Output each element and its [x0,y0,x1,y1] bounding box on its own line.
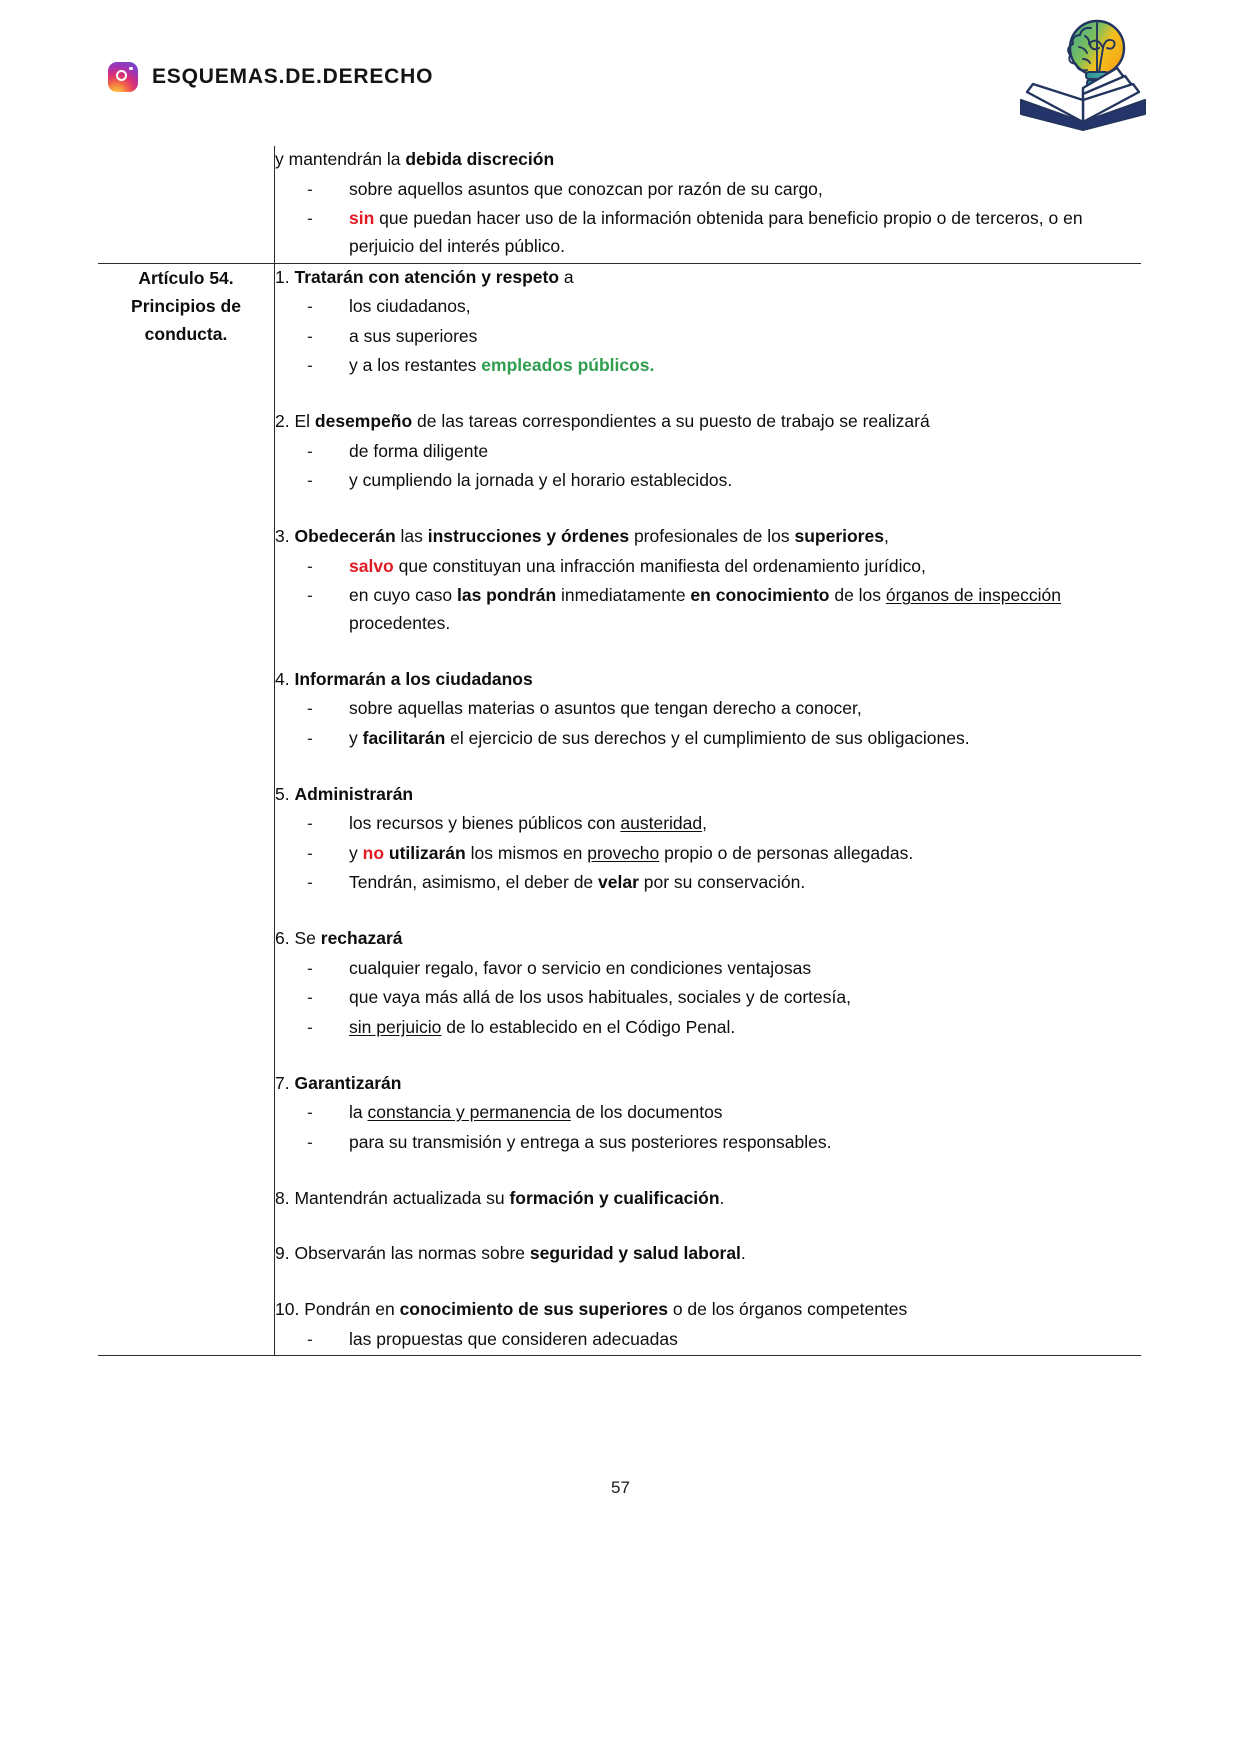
item-3-lead [275,523,1141,551]
list-item [307,1014,1141,1042]
articulo-54-label-line1: Artículo 54. [138,267,234,288]
bullet-pre: Tendrán, asimismo, el deber de [349,872,599,893]
bullet-post: procedentes. [349,612,451,633]
item-5-number: 5. [275,783,290,804]
list-item [307,869,1141,897]
spacer [275,1159,1141,1185]
item-1-bullets [275,293,1141,380]
item-6-pre: Se [294,928,321,949]
item-3-bold: Obedecerán [294,526,396,547]
spacer [275,899,1141,925]
item-1-bold: Tratarán con atención y respeto [294,266,560,287]
item-10-lead [275,1296,1141,1324]
bullet-pre: y [349,842,363,863]
bullet-mid-2: de los [829,585,886,606]
articulo-54-right-cell [275,263,1142,1356]
bullet-pre: en cuyo caso [349,585,457,606]
page-header [0,0,1241,140]
bullet-text: que constituyan una infracción manifiesta del ordenamiento jurídico, [393,555,926,576]
list-item [307,955,1141,983]
list-item [307,293,1141,321]
bullet-text: que puedan hacer uso de la información obtenida para beneficio propio o de terceros, o en perjuicio del interés público. [349,208,1083,256]
article-table [98,146,1141,1356]
bullet-bold-2: en conocimiento [690,585,830,606]
brand-name: ESQUEMAS.DE.DERECHO [152,65,434,88]
bullet-text: de forma diligente [349,440,489,461]
bullet-bold: utilizarán [388,842,466,863]
item-3-bold3: superiores [794,526,884,547]
bullet-mid-2: los mismos en [465,842,588,863]
bullet-pre: los recursos y bienes públicos con [349,813,621,834]
bullet-text: a sus superiores [349,325,478,346]
article-item-7 [275,1070,1141,1157]
bullet-pre: y a los restantes [349,355,482,376]
list-item [307,725,1141,753]
item-9-tail: . [740,1243,746,1264]
bullet-bold: las pondrán [456,585,557,606]
item-10-pre: Pondrán en [304,1298,400,1319]
bullet-mid: inmediatamente [556,585,691,606]
list-item [307,695,1141,723]
item-2-bullets [275,438,1141,495]
bullet-text: sobre aquellas materias o asuntos que tengan derecho a conocer, [349,698,862,719]
continuation-left-cell [98,146,275,263]
item-2-tail: de las tareas correspondientes a su puesto de trabajo se realizará [412,411,930,432]
bullet-bold: velar [598,872,639,893]
bullet-text: las propuestas que consideren adecuadas [349,1328,678,1349]
bullet-underlined: austeridad [620,813,703,834]
item-1-number: 1. [275,266,290,287]
spacer [275,640,1141,666]
bullet-post: de lo establecido en el Código Penal. [441,1017,736,1038]
article-item-2 [275,408,1141,495]
bullet-underlined: órganos de inspección [885,585,1062,606]
item-7-lead [275,1070,1141,1098]
item-9-lead [275,1240,1141,1268]
item-8-pre: Mantendrán actualizada su [294,1187,510,1208]
spacer [275,1214,1141,1240]
item-6-bold: rechazará [320,928,403,949]
list-item [307,840,1141,868]
table-row-continuation [98,146,1141,263]
item-2-pre: El [294,411,315,432]
article-item-6 [275,925,1141,1042]
bullet-post: por su conservación. [638,872,806,893]
articulo-54-left-cell [98,263,275,1356]
bullet-text: y cumpliendo la jornada y el horario establecidos. [349,470,733,491]
bullet-text: los ciudadanos, [349,296,471,317]
item-4-bold: Informarán a los ciudadanos [294,668,533,689]
list-item [307,467,1141,495]
continuation-right-cell [275,146,1142,263]
item-3-number: 3. [275,526,290,547]
list-item [307,1099,1141,1127]
item-6-number: 6. [275,928,290,949]
continuation-lead-text: y mantendrán la [275,149,406,169]
item-1-tail: a [559,266,574,287]
item-8-bold: formación y cualificación [509,1187,720,1208]
list-item [307,1129,1141,1157]
bullet-post: de los documentos [570,1102,723,1123]
list-item [307,582,1141,637]
table-row-articulo-54 [98,263,1141,1356]
item-10-tail: o de los órganos competentes [667,1298,908,1319]
spacer [275,755,1141,781]
item-5-bold: Administrarán [294,783,414,804]
item-4-number: 4. [275,668,290,689]
bullet-red-word: sin [349,208,375,229]
bullet-pre: la [349,1102,368,1123]
article-item-4 [275,666,1141,753]
bullet-red-word: no [362,842,385,863]
article-item-5 [275,781,1141,898]
item-3-mid1: las [395,526,428,547]
bullet-underlined: constancia y permanencia [367,1102,571,1123]
item-10-bold: conocimiento de sus superiores [399,1298,668,1319]
bullet-post: el ejercicio de sus derechos y el cumplimiento de sus obligaciones. [445,727,970,748]
articulo-54-label-line2: Principios de [131,295,241,316]
article-item-8 [275,1185,1141,1213]
article-item-3 [275,523,1141,638]
bullet-underlined-2: provecho [587,842,660,863]
list-item [307,176,1141,204]
item-2-bold: desempeño [314,411,413,432]
bullet-text: que vaya más allá de los usos habituales, sociales y de cortesía, [349,987,851,1008]
item-1-lead [275,264,1141,292]
list-item [307,810,1141,838]
item-4-lead [275,666,1141,694]
article-item-9 [275,1240,1141,1268]
item-3-bold2: instrucciones y órdenes [427,526,630,547]
spacer [275,497,1141,523]
bullet-pre: y [349,727,363,748]
bullet-green-text: empleados públicos. [481,355,655,376]
item-5-lead [275,781,1141,809]
spacer [275,382,1141,408]
list-item [307,1326,1141,1354]
bullet-text: sobre aquellos asuntos que conozcan por razón de su cargo, [349,178,823,199]
list-item [307,323,1141,351]
item-8-tail: . [719,1187,725,1208]
page-number: 57 [611,1478,630,1497]
item-9-bold: seguridad y salud laboral [529,1243,741,1264]
list-item [307,205,1141,260]
continuation-lead [275,146,1141,174]
item-3-tail: , [883,526,889,547]
spacer [275,1044,1141,1070]
bullet-bold: facilitarán [362,727,446,748]
page-footer [0,1478,1241,1498]
bullet-red-word: salvo [349,555,394,576]
item-8-number: 8. [275,1187,290,1208]
bullet-text: para su transmisión y entrega a sus posteriores responsables. [349,1131,832,1152]
brand [108,62,433,92]
list-item [307,984,1141,1012]
item-3-bullets [275,553,1141,638]
articulo-54-label-line3: conducta. [144,324,228,345]
continuation-bullets [275,176,1141,261]
list-item [307,438,1141,466]
item-8-lead [275,1185,1141,1213]
item-6-bullets [275,955,1141,1042]
item-10-bullets [275,1326,1141,1354]
item-9-number: 9. [275,1243,290,1264]
instagram-icon [108,62,138,92]
bullet-underlined: sin perjuicio [349,1017,442,1038]
article-item-10 [275,1296,1141,1353]
item-2-number: 2. [275,411,290,432]
article-item-1 [275,264,1141,381]
bullet-post: propio o de personas allegadas. [659,842,914,863]
item-7-number: 7. [275,1072,290,1093]
lightbulb-brain-book-logo [1013,14,1153,132]
item-7-bold: Garantizarán [294,1072,402,1093]
continuation-lead-bold: debida discreción [405,149,555,169]
item-2-lead [275,408,1141,436]
item-6-lead [275,925,1141,953]
item-4-bullets [275,695,1141,752]
spacer [275,1270,1141,1296]
bullet-post: , [702,813,707,834]
item-9-pre: Observarán las normas sobre [294,1243,530,1264]
item-10-number: 10. [275,1298,300,1319]
item-3-mid2: profesionales de los [629,526,795,547]
bullet-text: cualquier regalo, favor o servicio en condiciones ventajosas [349,957,812,978]
list-item [307,352,1141,380]
item-5-bullets [275,810,1141,897]
list-item [307,553,1141,581]
item-7-bullets [275,1099,1141,1156]
